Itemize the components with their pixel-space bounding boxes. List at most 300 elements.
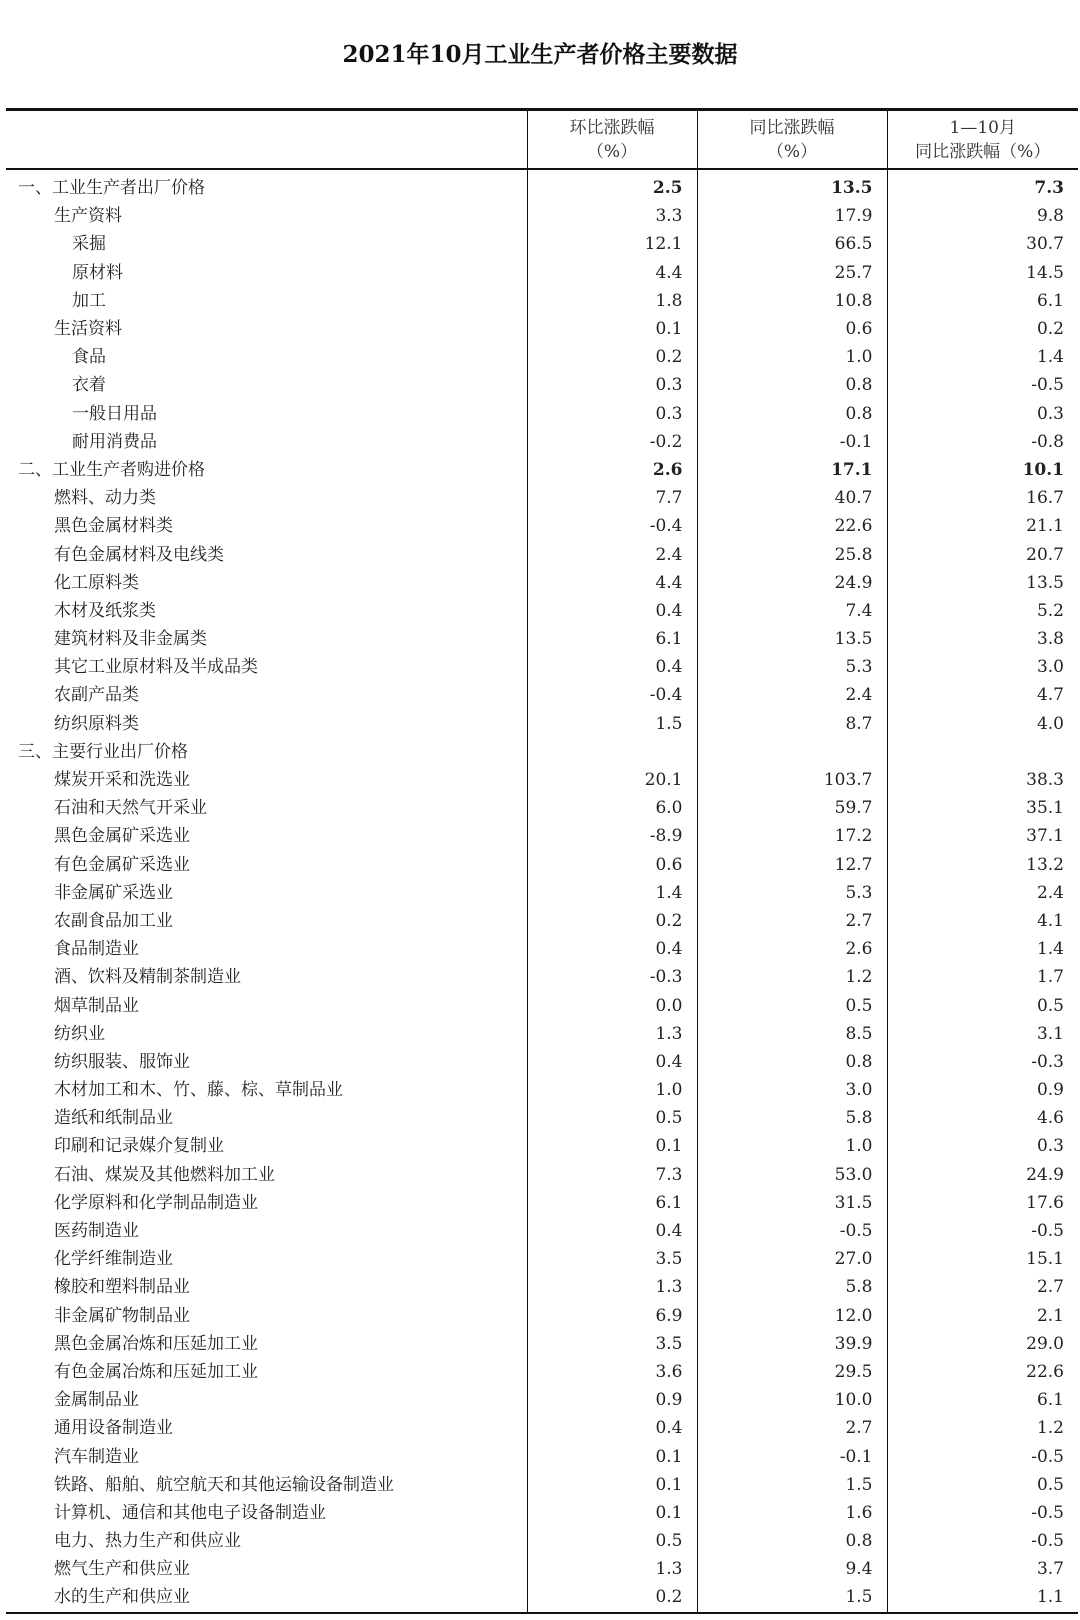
table-row [6,1132,1078,1160]
header-mom-line2: （%） [586,141,638,162]
header-label-column [6,110,527,170]
row-label-cell [6,1048,527,1076]
table-row [6,625,1078,653]
row-label: 有色金属材料及电线类 [54,544,224,565]
table-row [6,1386,1078,1414]
yoy-value: 29.5 [697,1358,887,1386]
yoy-value: 2.4 [697,681,887,709]
mom-value: 0.4 [527,935,697,963]
yoy-value: 13.5 [697,169,887,202]
row-label-cell [6,1471,527,1499]
row-label: 有色金属冶炼和压延加工业 [54,1361,258,1382]
table-row [6,456,1078,484]
row-label: 一般日用品 [72,403,157,424]
row-label-cell [6,766,527,794]
ytd-value: 0.3 [887,1132,1078,1160]
mom-value: 0.0 [527,991,697,1019]
row-label: 木材加工和木、竹、藤、棕、草制品业 [54,1080,343,1101]
row-label-cell [6,1302,527,1330]
mom-value: 3.5 [527,1330,697,1358]
row-label: 汽车制造业 [54,1446,139,1467]
ytd-value: 21.1 [887,512,1078,540]
page-title: 2021年10月工业生产者价格主要数据 [342,41,738,68]
ytd-value: 4.6 [887,1104,1078,1132]
ppi-data-table [6,108,1078,1614]
table-row [6,1471,1078,1499]
yoy-value: 9.4 [697,1555,887,1583]
row-label: 化工原料类 [54,572,139,593]
row-label-cell [6,794,527,822]
table-row [6,540,1078,568]
row-label-cell [6,710,527,738]
yoy-value: 2.7 [697,907,887,935]
row-label: 采掘 [72,234,106,255]
mom-value: 1.3 [527,1555,697,1583]
yoy-value: 1.2 [697,963,887,991]
header-yoy-line2: （%） [766,141,818,162]
mom-value: 0.1 [527,1132,697,1160]
row-label-cell [6,400,527,428]
row-label-cell [6,1273,527,1301]
table-row [6,1358,1078,1386]
table-row [6,597,1078,625]
mom-value: -8.9 [527,822,697,850]
mom-value: 1.0 [527,1076,697,1104]
table-row [6,1161,1078,1189]
yoy-value: 12.0 [697,1302,887,1330]
ytd-value: -0.5 [887,1499,1078,1527]
yoy-value: 1.5 [697,1471,887,1499]
mom-value: 0.2 [527,907,697,935]
yoy-value: 5.8 [697,1104,887,1132]
row-label: 木材及纸浆类 [54,600,156,621]
table-row [6,822,1078,850]
mom-value: -0.4 [527,512,697,540]
mom-value: 6.1 [527,625,697,653]
yoy-value: 103.7 [697,766,887,794]
ytd-value: 4.0 [887,710,1078,738]
table-row [6,1583,1078,1612]
table-row [6,1555,1078,1583]
row-label: 非金属矿采选业 [54,882,173,903]
mom-value: 1.3 [527,1273,697,1301]
yoy-value: -0.5 [697,1217,887,1245]
ytd-value: 10.1 [887,456,1078,484]
table-row [6,1245,1078,1273]
yoy-value: 39.9 [697,1330,887,1358]
ytd-value: 3.8 [887,625,1078,653]
yoy-value: 7.4 [697,597,887,625]
ytd-value: 22.6 [887,1358,1078,1386]
ytd-value: 15.1 [887,1245,1078,1273]
row-label-cell [6,1358,527,1386]
table-row [6,935,1078,963]
mom-value: 2.6 [527,456,697,484]
table-row [6,287,1078,315]
ytd-value: 0.3 [887,400,1078,428]
ytd-value: 2.4 [887,879,1078,907]
table-row [6,1442,1078,1470]
yoy-value: 1.0 [697,1132,887,1160]
mom-value: 0.6 [527,851,697,879]
yoy-value: 3.0 [697,1076,887,1104]
ytd-value: 4.1 [887,907,1078,935]
row-label: 印刷和记录媒介复制业 [54,1136,224,1157]
table-row [6,343,1078,371]
row-label: 电力、热力生产和供应业 [54,1531,241,1552]
yoy-value: 66.5 [697,230,887,258]
yoy-value: 2.7 [697,1414,887,1442]
row-label: 石油、煤炭及其他燃料加工业 [54,1164,275,1185]
mom-value: 12.1 [527,230,697,258]
row-label-cell [6,653,527,681]
mom-value: 0.4 [527,597,697,625]
row-label-cell [6,1217,527,1245]
mom-value: 6.9 [527,1302,697,1330]
row-label: 农副产品类 [54,685,139,706]
row-label: 造纸和纸制品业 [54,1108,173,1129]
row-label-cell [6,202,527,230]
mom-value: 2.5 [527,169,697,202]
mom-value: -0.3 [527,963,697,991]
ytd-value: 20.7 [887,540,1078,568]
row-label: 一、工业生产者出厂价格 [18,178,205,199]
ytd-value: -0.5 [887,1527,1078,1555]
yoy-value: 1.0 [697,343,887,371]
ytd-value: 0.9 [887,1076,1078,1104]
table-row [6,991,1078,1019]
ytd-value: 1.4 [887,935,1078,963]
row-label: 纺织业 [54,1023,105,1044]
table-row [6,1104,1078,1132]
ytd-value: 35.1 [887,794,1078,822]
mom-value: 1.8 [527,287,697,315]
table-row [6,1076,1078,1104]
row-label-cell [6,738,527,766]
row-label: 建筑材料及非金属类 [54,629,207,650]
table-row [6,1414,1078,1442]
table-row [6,259,1078,287]
mom-value: 0.4 [527,1048,697,1076]
row-label: 加工 [72,290,106,311]
row-label: 金属制品业 [54,1390,139,1411]
mom-value: 6.1 [527,1189,697,1217]
ytd-value: 3.7 [887,1555,1078,1583]
row-label-cell [6,1499,527,1527]
ytd-value: -0.3 [887,1048,1078,1076]
yoy-value: 1.5 [697,1583,887,1612]
mom-value: 0.1 [527,315,697,343]
ytd-value: 2.7 [887,1273,1078,1301]
row-label: 生活资料 [54,319,122,340]
row-label: 纺织服装、服饰业 [54,1051,190,1072]
table-row [6,1048,1078,1076]
row-label-cell [6,484,527,512]
yoy-value: 5.3 [697,653,887,681]
mom-value: 3.3 [527,202,697,230]
yoy-value: 59.7 [697,794,887,822]
mom-value: 0.5 [527,1104,697,1132]
yoy-value: 13.5 [697,625,887,653]
row-label-cell [6,1330,527,1358]
mom-value: 0.3 [527,371,697,399]
row-label: 原材料 [72,262,123,283]
table-body [6,169,1078,1613]
row-label: 化学原料和化学制品制造业 [54,1192,258,1213]
mom-value: -0.2 [527,428,697,456]
table-row [6,230,1078,258]
row-label-cell [6,1414,527,1442]
table-row [6,484,1078,512]
ytd-value: 13.2 [887,851,1078,879]
ytd-value: -0.5 [887,371,1078,399]
table-row [6,710,1078,738]
row-label-cell [6,1386,527,1414]
ytd-value: 1.2 [887,1414,1078,1442]
table-row [6,879,1078,907]
table-row [6,169,1078,202]
yoy-value: 0.8 [697,371,887,399]
ytd-value: 6.1 [887,287,1078,315]
row-label-cell [6,1555,527,1583]
mom-value: 4.4 [527,259,697,287]
ytd-value: 38.3 [887,766,1078,794]
table-row [6,851,1078,879]
yoy-value: 24.9 [697,569,887,597]
ytd-value: 2.1 [887,1302,1078,1330]
mom-value: 0.5 [527,1527,697,1555]
yoy-value: 0.8 [697,1048,887,1076]
mom-value: 0.4 [527,1414,697,1442]
ytd-value: 24.9 [887,1161,1078,1189]
mom-value: 0.4 [527,1217,697,1245]
table-row [6,428,1078,456]
row-label: 医药制造业 [54,1221,139,1242]
row-label-cell [6,428,527,456]
header-yoy-line1: 同比涨跌幅 [749,117,835,138]
mom-value: 4.4 [527,569,697,597]
row-label: 黑色金属材料类 [54,516,173,537]
row-label-cell [6,625,527,653]
row-label-cell [6,169,527,202]
row-label-cell [6,907,527,935]
row-label-cell [6,1245,527,1273]
ytd-value: -0.8 [887,428,1078,456]
table-row [6,371,1078,399]
row-label-cell [6,1189,527,1217]
table-row [6,1499,1078,1527]
yoy-value: 25.7 [697,259,887,287]
table-row [6,794,1078,822]
ytd-value: 1.1 [887,1583,1078,1612]
mom-value: 0.3 [527,400,697,428]
row-label-cell [6,1104,527,1132]
ytd-value: 0.5 [887,1471,1078,1499]
yoy-value: 5.3 [697,879,887,907]
table-row [6,907,1078,935]
mom-value: 2.4 [527,540,697,568]
row-label: 石油和天然气开采业 [54,798,207,819]
ytd-value: 6.1 [887,1386,1078,1414]
table-row [6,681,1078,709]
row-label: 烟草制品业 [54,995,139,1016]
mom-value: 0.4 [527,653,697,681]
row-label-cell [6,259,527,287]
row-label: 黑色金属冶炼和压延加工业 [54,1333,258,1354]
row-label: 燃气生产和供应业 [54,1559,190,1580]
mom-value: 3.6 [527,1358,697,1386]
ytd-value: 30.7 [887,230,1078,258]
mom-value: 1.4 [527,879,697,907]
mom-value: 3.5 [527,1245,697,1273]
ytd-value: 5.2 [887,597,1078,625]
yoy-value: 17.9 [697,202,887,230]
mom-value: 1.3 [527,1020,697,1048]
mom-value: 0.1 [527,1499,697,1527]
yoy-value: 8.7 [697,710,887,738]
yoy-value [697,738,887,766]
table-row [6,400,1078,428]
row-label: 有色金属矿采选业 [54,854,190,875]
mom-value: 0.9 [527,1386,697,1414]
mom-value: 7.7 [527,484,697,512]
row-label: 食品 [72,347,106,368]
table-row [6,202,1078,230]
header-ytd [887,110,1078,170]
row-label: 二、工业生产者购进价格 [18,459,205,480]
ytd-value: 3.0 [887,653,1078,681]
row-label: 耐用消费品 [72,431,157,452]
row-label-cell [6,315,527,343]
table-row [6,512,1078,540]
row-label-cell [6,1527,527,1555]
yoy-value: 31.5 [697,1189,887,1217]
yoy-value: 25.8 [697,540,887,568]
table-row [6,1330,1078,1358]
table-row [6,1527,1078,1555]
row-label-cell [6,963,527,991]
mom-value: 0.2 [527,343,697,371]
ytd-value: 9.8 [887,202,1078,230]
ytd-value: 1.7 [887,963,1078,991]
row-label-cell [6,287,527,315]
ytd-value: 0.5 [887,991,1078,1019]
row-label-cell [6,1442,527,1470]
row-label: 计算机、通信和其他电子设备制造业 [54,1502,326,1523]
row-label: 通用设备制造业 [54,1418,173,1439]
mom-value: 1.5 [527,710,697,738]
ytd-value: 3.1 [887,1020,1078,1048]
row-label-cell [6,1020,527,1048]
row-label-cell [6,879,527,907]
yoy-value: 17.2 [697,822,887,850]
table-row [6,1020,1078,1048]
row-label: 化学纤维制造业 [54,1249,173,1270]
mom-value: 7.3 [527,1161,697,1189]
yoy-value: 10.0 [697,1386,887,1414]
yoy-value: 0.8 [697,400,887,428]
yoy-value: 0.5 [697,991,887,1019]
ytd-value [887,738,1078,766]
row-label: 水的生产和供应业 [54,1587,190,1608]
row-label-cell [6,1076,527,1104]
yoy-value: -0.1 [697,1442,887,1470]
yoy-value: 22.6 [697,512,887,540]
ytd-value: 13.5 [887,569,1078,597]
yoy-value: 5.8 [697,1273,887,1301]
row-label: 黑色金属矿采选业 [54,826,190,847]
row-label-cell [6,935,527,963]
yoy-value: 1.6 [697,1499,887,1527]
ytd-value: 17.6 [887,1189,1078,1217]
row-label-cell [6,230,527,258]
ytd-value: 4.7 [887,681,1078,709]
row-label-cell [6,1132,527,1160]
mom-value: 6.0 [527,794,697,822]
ytd-value: 14.5 [887,259,1078,287]
header-mom-line1: 环比涨跌幅 [569,117,655,138]
yoy-value: 17.1 [697,456,887,484]
row-label: 纺织原料类 [54,713,139,734]
table-row [6,315,1078,343]
mom-value: 0.2 [527,1583,697,1612]
ytd-value: 1.4 [887,343,1078,371]
header-ytd-line2: 同比涨跌幅（%） [915,141,1051,162]
mom-value: 0.1 [527,1471,697,1499]
row-label-cell [6,991,527,1019]
table-row [6,653,1078,681]
row-label: 三、主要行业出厂价格 [18,741,188,762]
row-label: 酒、饮料及精制茶制造业 [54,967,241,988]
yoy-value: 40.7 [697,484,887,512]
yoy-value: -0.1 [697,428,887,456]
yoy-value: 12.7 [697,851,887,879]
table-row [6,1302,1078,1330]
yoy-value: 8.5 [697,1020,887,1048]
table-row [6,1217,1078,1245]
yoy-value: 27.0 [697,1245,887,1273]
mom-value [527,738,697,766]
row-label-cell [6,569,527,597]
row-label: 农副食品加工业 [54,910,173,931]
header-ytd-line1: 1—10月 [949,117,1016,138]
row-label-cell [6,371,527,399]
mom-value: 20.1 [527,766,697,794]
row-label-cell [6,822,527,850]
table-row [6,1273,1078,1301]
row-label-cell [6,681,527,709]
row-label-cell [6,1161,527,1189]
header-yoy [697,110,887,170]
row-label-cell [6,851,527,879]
row-label: 煤炭开采和洗选业 [54,770,190,791]
ytd-value: -0.5 [887,1442,1078,1470]
ytd-value: 29.0 [887,1330,1078,1358]
table-row [6,569,1078,597]
yoy-value: 2.6 [697,935,887,963]
table-row [6,766,1078,794]
yoy-value: 0.6 [697,315,887,343]
row-label: 橡胶和塑料制品业 [54,1277,190,1298]
table-row [6,738,1078,766]
row-label-cell [6,512,527,540]
table-header-row [6,110,1078,170]
ytd-value: 16.7 [887,484,1078,512]
row-label-cell [6,456,527,484]
row-label-cell [6,343,527,371]
row-label: 铁路、船舶、航空航天和其他运输设备制造业 [54,1474,394,1495]
yoy-value: 0.8 [697,1527,887,1555]
